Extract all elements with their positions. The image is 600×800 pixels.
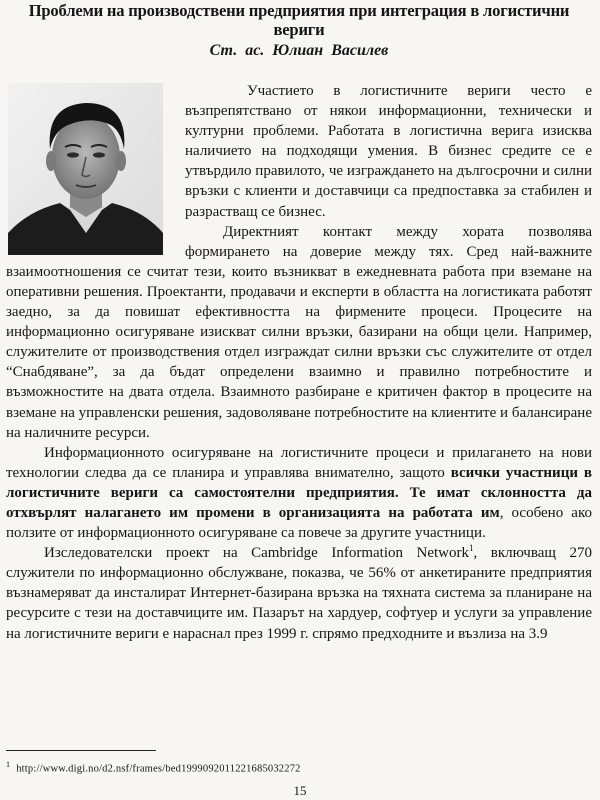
paragraph-4 (6, 543, 592, 643)
paragraph-3 (6, 443, 592, 543)
footnote (6, 758, 301, 776)
paragraph-4-end: , включващ 270 служители по информационно обслужване, показва, че 56% от анкетираните предприятия възнамеряват да инсталират Интернет-базирана връзка на тяхната система за планиране на ресурсите с тези на доставчиците им. Пазарът на хардуер, софтуер и услуги за управление на логистичните вериги е нараснал през 1999 г. спрямо предходните и възлиза на 3.9 (6, 545, 592, 642)
paragraph-1: Участието в логистичните вериги често е възпрепятствано от някои информационни, технически и културни проблеми. Работата в логистична верига изисква наличието на подходящи умения. В бизнес средите се е утвърдило правилото, че изграждането на дългосрочни и силни връзки с клиенти и доставчици са предпоставка за стабилен и разрастващ се бизнес. (185, 83, 592, 220)
document-page (0, 1, 600, 800)
paragraph-3-start: Информационното осигуряване на логистичните процеси и прилагането на нови технологии следва да се планира и управлява внимателно, защото (6, 444, 592, 481)
page-number: 15 (293, 783, 307, 798)
article-body (6, 81, 592, 644)
footnote-link[interactable]: http://www.digi.no/d2.nsf/frames/bed1999092011221685032272 (16, 763, 301, 775)
footnote-reference[interactable]: 1 (469, 543, 474, 554)
paragraph-3-bold: всички участници в логистичните вериги са самостоятелни предприятия. Те имат склонността да отхвърлят налагането им промени в организацията на работата им (6, 464, 592, 521)
paragraph-3-end: , особено ако ползите от информационното осигуряване са повече за другите участници. (6, 504, 592, 542)
article-title: Проблеми на производствени предприятия при интеграция в логистични вериги (28, 1, 570, 39)
paragraph-4-start: Изследователски проект на Cambridge Information Network (44, 545, 470, 562)
author-portrait-icon (8, 83, 163, 255)
footnote-mark: 1 (6, 760, 11, 769)
author-line: Ст. ас. Юлиан Василев (209, 42, 389, 59)
paragraph-2: Директният контакт между хората позволява формирането на доверие между тях. Сред най-важните взаимоотношения се считат тези, които възникват в ежедневната работа при вземане на оперативни решения. Проектанти, продавачи и експерти в областта на логистиката работят заедно, за да повишат ефективността на фирмените процеси. Процесите на информационно осигуряване изискват силни връзки, базирани на общи цели. Например, служителите от производствения отдел изграждат силни връзки със служителите от отдел “Снабдяване”, за да бъдат определени взаимно и правилно потребностите и възможностите на двата отдела. Взаимното разбиране е критичен фактор в процесите на вземане на управленски решения, задоволяване потребностите на клиентите и балансиране на наличните ресурси. (6, 223, 592, 441)
footnote-divider (6, 750, 156, 751)
